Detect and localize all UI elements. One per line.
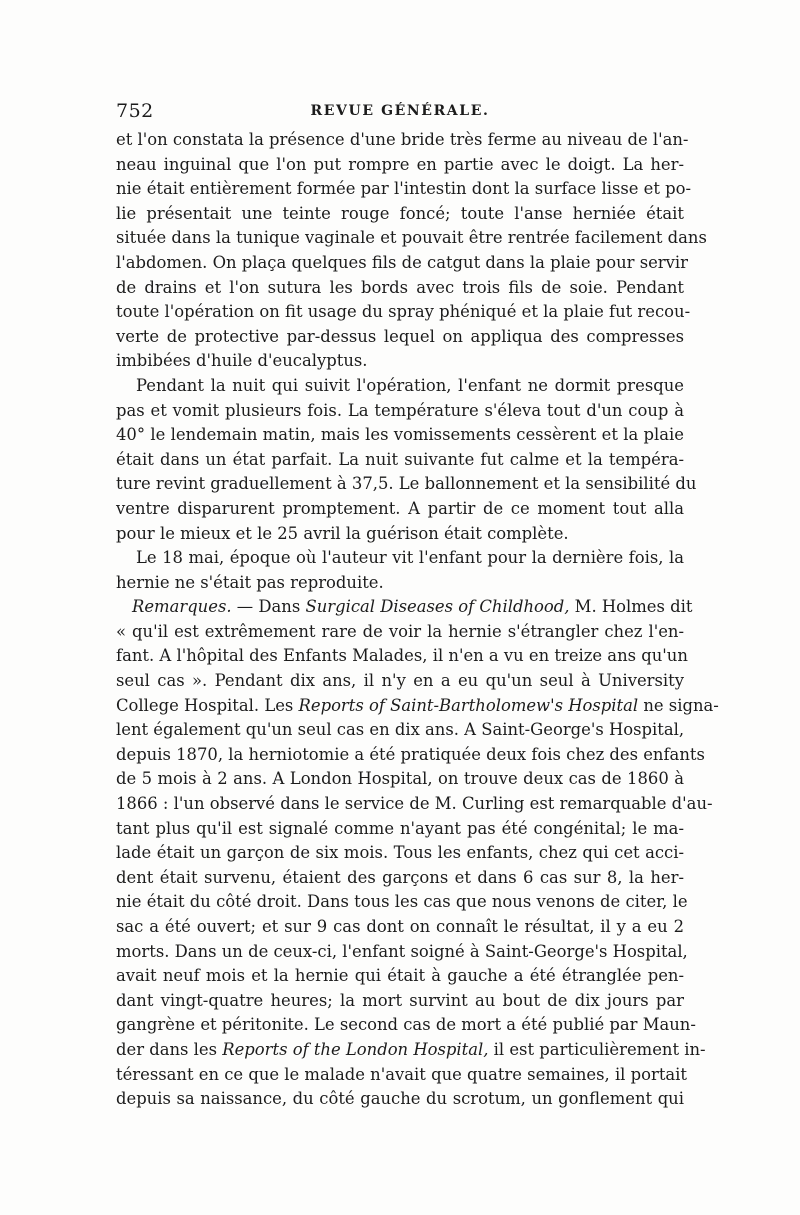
page-number: 752 [116, 100, 154, 122]
text-segment: dant vingt-quatre heures; la mort survint au bout de dix jours par [116, 990, 684, 1010]
text-segment: imbibées d'huile d'eucalyptus. [116, 351, 368, 371]
text-line [116, 1087, 684, 1112]
text-line [116, 399, 684, 424]
text-segment: téressant en ce que le malade n'avait que quatre semaines, il portait [116, 1064, 688, 1084]
text-line [116, 669, 684, 694]
text-segment: verte de protective par-dessus lequel on appliqua des compresses [116, 326, 684, 346]
text-segment: pas et vomit plusieurs fois. La température s'éleva tout d'un coup à [116, 400, 684, 420]
text-line [116, 374, 684, 399]
text-segment: gangrène et péritonite. Le second cas de mort a été publié par Maun- [116, 1015, 696, 1035]
text-segment: était dans un état parfait. La nuit suivante fut calme et la tempéra- [116, 449, 684, 469]
text-segment: 40° le lendemain matin, mais les vomissements cessèrent et la plaie [116, 425, 684, 445]
text-line [116, 866, 684, 891]
text-line [116, 890, 688, 915]
text-segment: ventre disparurent promptement. A partir de ce moment tout alla [116, 498, 684, 518]
text-segment: College Hospital. Les [116, 695, 299, 715]
text-line [116, 940, 688, 965]
text-segment: Le 18 mai, époque où l'auteur vit l'enfant pour la dernière fois, la [136, 548, 684, 568]
text-segment: seul cas ». Pendant dix ans, il n'y en a eu qu'un seul à University [116, 671, 684, 691]
text-segment: avait neuf mois et la hernie qui était à gauche a été étranglée pen- [116, 966, 684, 986]
text-line [116, 226, 707, 251]
text-line [116, 644, 688, 669]
text-line [116, 743, 705, 768]
text-segment: de drains et l'on sutura les bords avec trois fils de soie. Pendant [116, 277, 684, 297]
italic-text: Surgical Diseases of Childhood, [305, 597, 570, 617]
text-line [116, 251, 688, 276]
text-line [116, 841, 684, 866]
text-line [116, 472, 697, 497]
text-line [116, 522, 684, 547]
text-segment: fant. A l'hôpital des Enfants Malades, il n'en a vu en treize ans qu'un [116, 646, 688, 666]
text-segment: ture revint graduellement à 37,5. Le ballonnement et la sensibilité du [116, 474, 697, 494]
text-line [116, 276, 684, 301]
text-segment: neau inguinal que l'on put rompre en partie avec le doigt. La her- [116, 154, 684, 174]
text-line [116, 546, 684, 571]
text-segment: lie présentait une teinte rouge foncé; toute l'anse herniée était [116, 203, 684, 223]
text-segment: dent était survenu, étaient des garçons et dans 6 cas sur 8, la her- [116, 867, 684, 887]
text-segment: sac a été ouvert; et sur 9 cas dont on connaît le résultat, il y a eu 2 [116, 917, 684, 936]
text-segment: l'abdomen. On plaça quelques fils de catgut dans la plaie pour servir [116, 252, 688, 272]
text-line [116, 349, 684, 374]
text-segment: et l'on constata la présence d'une bride très ferme au niveau de l'an- [116, 130, 689, 149]
text-line [116, 1063, 688, 1088]
text-segment: — Dans [231, 597, 306, 617]
text-segment: depuis 1870, la herniotomie a été pratiquée deux fois chez des enfants [116, 744, 705, 764]
text-segment: située dans la tunique vaginale et pouvait être rentrée facilement dans [116, 228, 707, 248]
text-line [116, 202, 684, 227]
text-segment: pour le mieux et le 25 avril la guérison était complète. [116, 523, 569, 543]
text-line [116, 571, 684, 596]
text-segment: 1866 : l'un observé dans le service de M. Curling est remarquable d'au- [116, 794, 713, 814]
text-segment: il est particulièrement in- [488, 1039, 706, 1059]
text-line [116, 694, 719, 719]
text-line [116, 718, 684, 743]
body-text [116, 128, 719, 1112]
text-line [116, 792, 713, 817]
text-segment: lent également qu'un seul cas en dix ans. A Saint-George's Hospital, [116, 720, 685, 740]
text-line [116, 325, 684, 350]
text-line [116, 915, 684, 940]
text-segment: nie était entièrement formée par l'intestin dont la surface lisse et po- [116, 179, 692, 199]
text-line [116, 1013, 696, 1038]
text-segment: hernie ne s'était pas reproduite. [116, 572, 384, 592]
text-line [116, 153, 684, 178]
running-head [116, 98, 684, 124]
text-segment: lade était un garçon de six mois. Tous les enfants, chez qui cet acci- [116, 843, 684, 863]
text-line [116, 1038, 706, 1063]
text-segment: nie était du côté droit. Dans tous les cas que nous venons de citer, le [116, 892, 688, 912]
text-line [116, 128, 689, 153]
text-line [116, 448, 684, 473]
text-segment: ne signa- [638, 695, 719, 715]
text-segment: morts. Dans un de ceux-ci, l'enfant soigné à Saint-George's Hospital, [116, 941, 688, 961]
text-line [116, 620, 684, 645]
text-segment: de 5 mois à 2 ans. A London Hospital, on trouve deux cas de 1860 à [116, 769, 684, 789]
text-line [116, 300, 691, 325]
italic-text: Remarques. [132, 597, 232, 617]
text-line [116, 177, 692, 202]
italic-text: Reports of Saint-Bartholomew's Hospital [298, 695, 639, 715]
text-line [116, 989, 684, 1014]
text-segment: tant plus qu'il est signalé comme n'ayant pas été congénital; le ma- [116, 818, 684, 838]
text-line [116, 767, 684, 792]
text-line [116, 964, 684, 989]
text-line [116, 595, 693, 620]
text-segment: der dans les [116, 1039, 223, 1059]
text-segment: M. Holmes dit [569, 597, 693, 617]
text-line [116, 497, 684, 522]
text-segment: Pendant la nuit qui suivit l'opération, l'enfant ne dormit presque [136, 375, 684, 395]
italic-text: Reports of the London Hospital, [222, 1039, 489, 1059]
running-head-title: REVUE GÉNÉRALE. [310, 103, 490, 119]
text-segment: « qu'il est extrêmement rare de voir la hernie s'étrangler chez l'en- [116, 621, 684, 641]
text-line [116, 423, 684, 448]
text-segment: toute l'opération on fit usage du spray phéniqué et la plaie fut recou- [116, 302, 691, 322]
text-line [116, 817, 684, 842]
text-segment: depuis sa naissance, du côté gauche du scrotum, un gonflement qui [116, 1089, 684, 1109]
